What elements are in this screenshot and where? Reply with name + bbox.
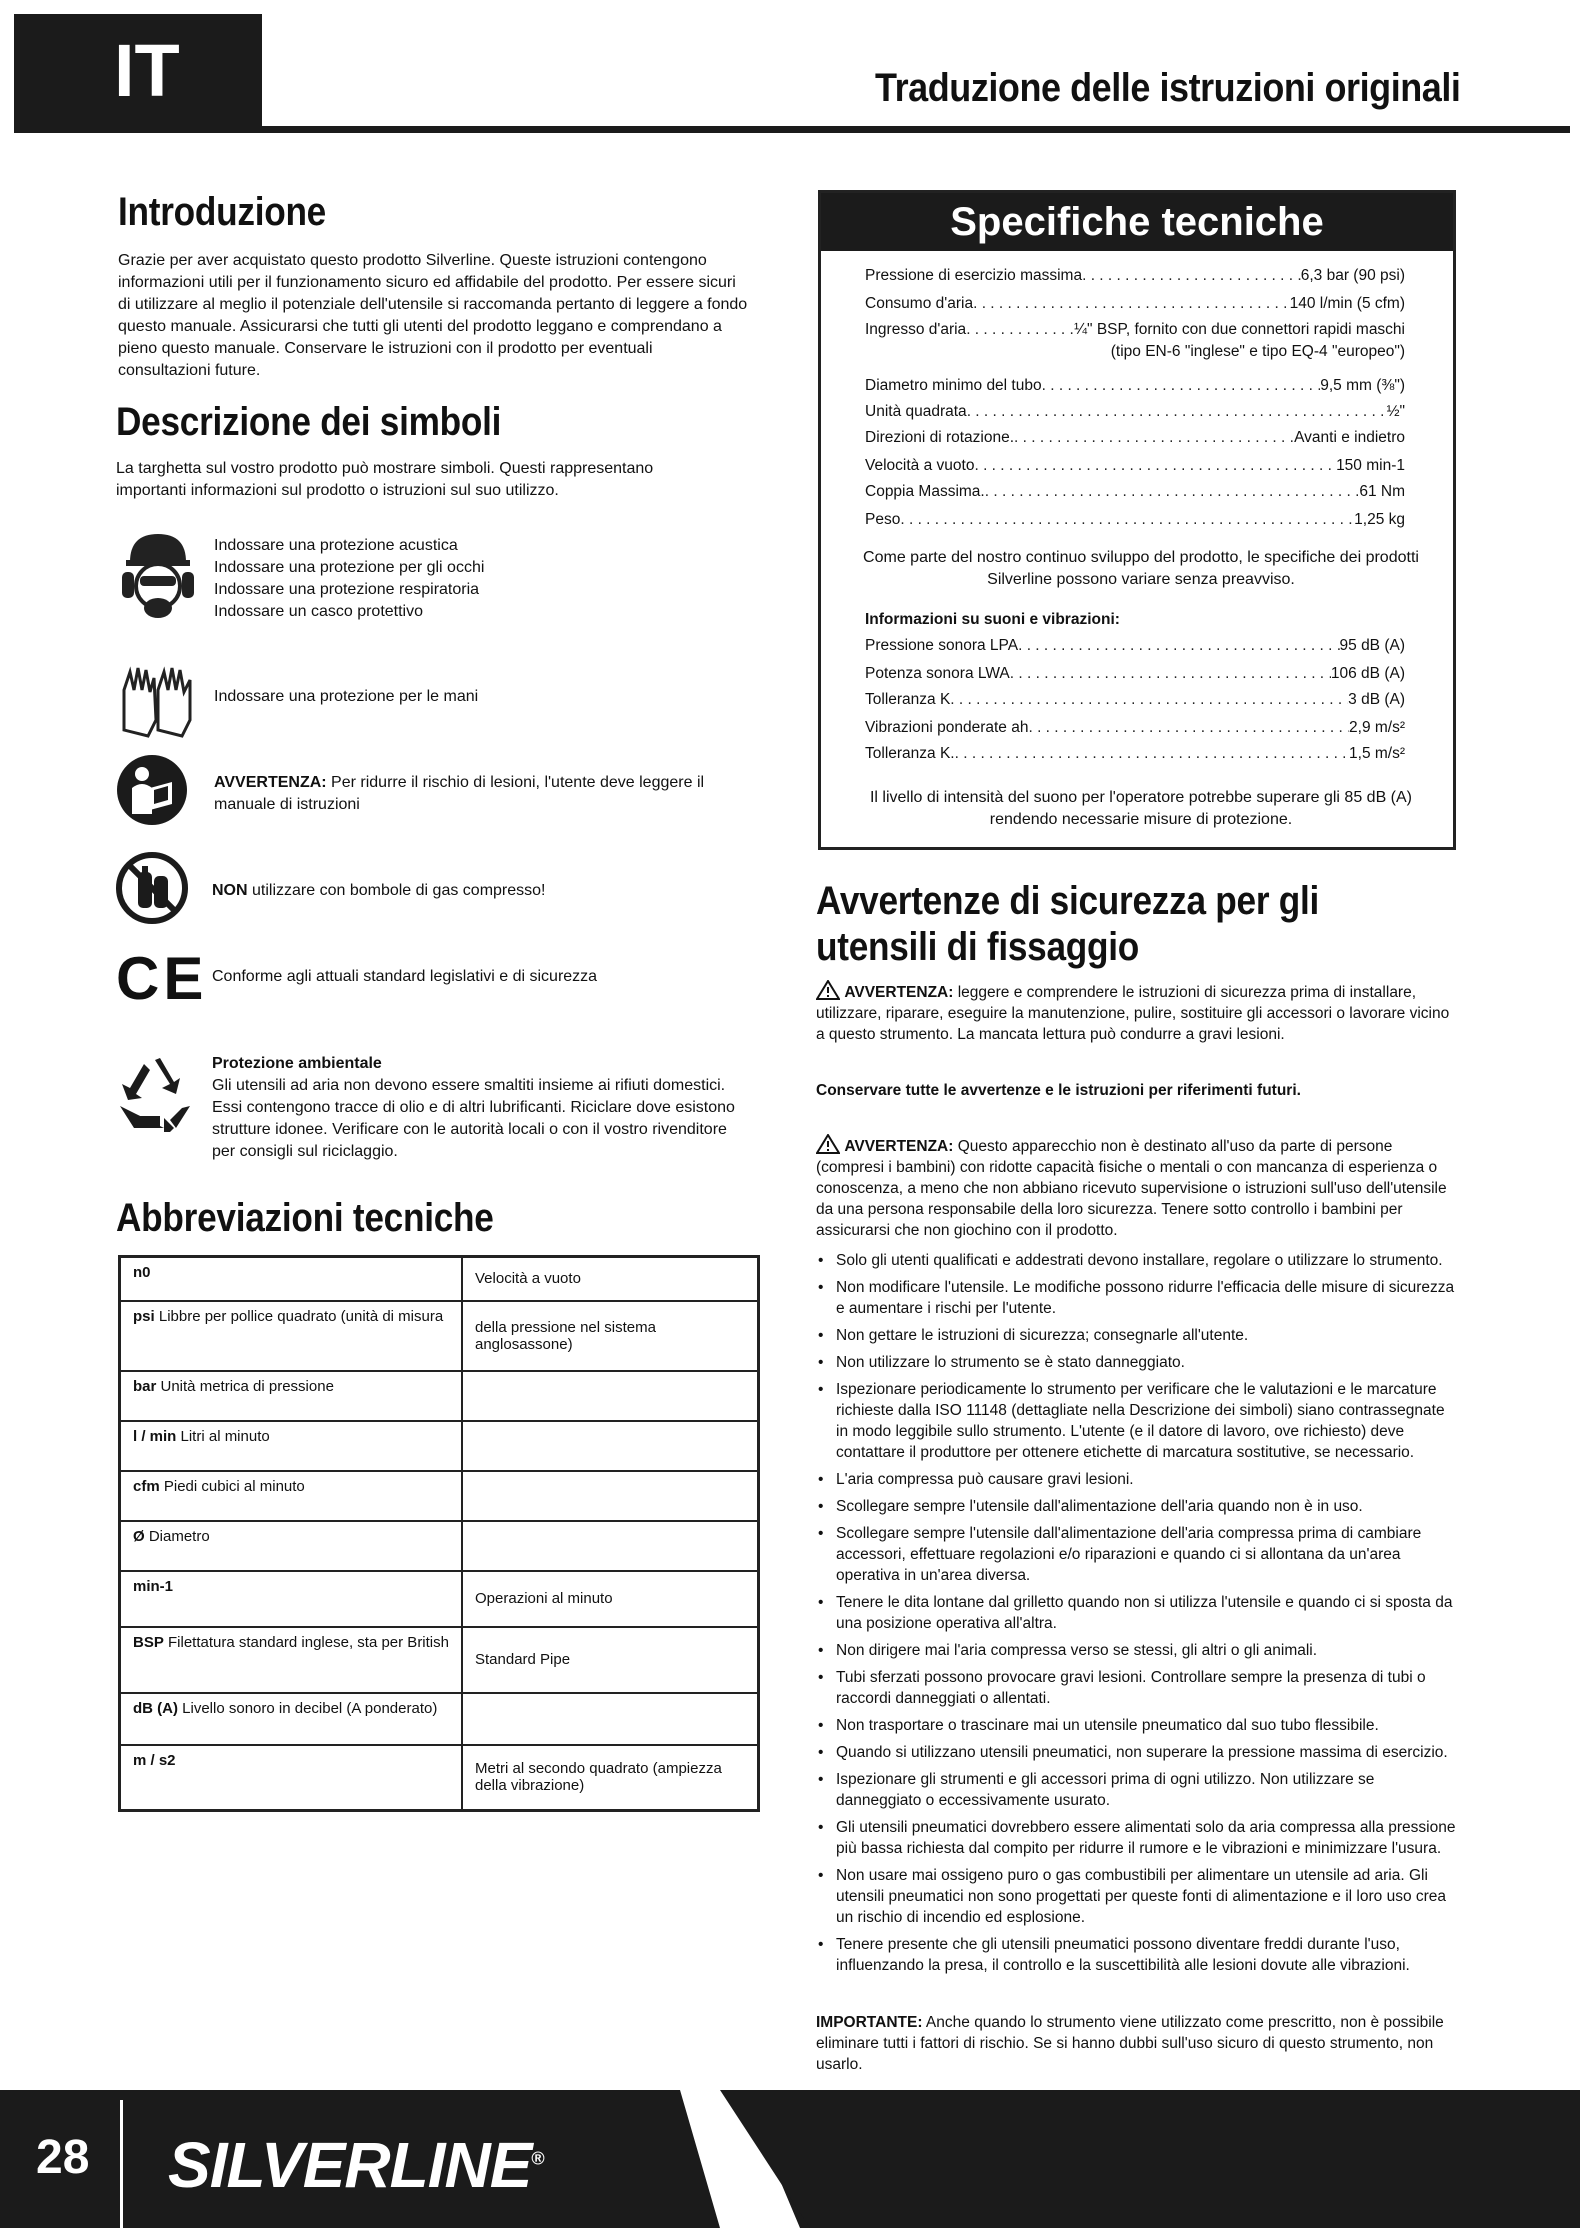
no-gas-body: utilizzare con bombole di gas compresso! bbox=[247, 882, 546, 899]
sound-label: Tolleranza K. bbox=[865, 745, 955, 762]
spec-value: 9,5 mm (⅜") bbox=[1320, 377, 1405, 394]
ppe-respiratory: Indossare una protezione respiratoria bbox=[214, 581, 480, 598]
abbr-key: Ø bbox=[133, 1527, 145, 1545]
warning-text: leggere e comprendere le istruzioni di sicurezza prima di installare, utilizzare, riparare, eseguire la manutenzione, pulire, sostituire gli accessori o lavorare vicino a questo strumento. La mancata lettura può condurre a gravi lesioni. bbox=[816, 984, 1450, 1043]
ppe-eyes: Indossare una protezione per gli occhi bbox=[214, 559, 485, 576]
spec-row bbox=[865, 429, 1405, 451]
brand-name: SILVERLINE bbox=[168, 2129, 532, 2201]
warning-label: AVVERTENZA: bbox=[844, 1138, 954, 1155]
ppe-hearing: Indossare una protezione acustica bbox=[214, 537, 458, 554]
spec-value: ¼" BSP, fornito con due connettori rapidi maschi bbox=[1074, 321, 1405, 338]
warning-triangle-icon bbox=[816, 1134, 840, 1154]
warning-label: AVVERTENZA: bbox=[844, 984, 954, 1001]
abbr-key: min-1 bbox=[133, 1577, 174, 1595]
list-item: • Non trasportare o trascinare mai un utensile pneumatico dal suo tubo flessibile. bbox=[816, 1715, 1456, 1736]
abbr-key: BSP bbox=[133, 1633, 164, 1651]
no-gas-text bbox=[212, 880, 545, 902]
spec-value: Avanti e indietro bbox=[1294, 429, 1405, 446]
spec-row bbox=[865, 295, 1405, 317]
manual-warning-label: AVVERTENZA: bbox=[214, 774, 327, 791]
sound-row bbox=[865, 719, 1405, 741]
symbols-intro: La targhetta sul vostro prodotto può mostrare simboli. Questi rappresentano importanti informazioni sul prodotto o istruzioni sul suo utilizzo. bbox=[116, 460, 654, 499]
sound-value: 2,9 m/s² bbox=[1349, 719, 1405, 736]
list-item: • Non utilizzare lo strumento se è stato danneggiato. bbox=[816, 1352, 1456, 1373]
safety-warning-2 bbox=[816, 1134, 1452, 1241]
abbr-value bbox=[462, 1693, 759, 1745]
abbr-value bbox=[462, 1521, 759, 1571]
sound-row bbox=[865, 665, 1405, 687]
specs-heading: Specifiche tecniche bbox=[821, 193, 1453, 251]
abbr-desc: Diametro bbox=[144, 1527, 210, 1545]
spec-label: Direzioni di rotazione. bbox=[865, 429, 1015, 446]
abbr-desc: Libbre per pollice quadrato (unità di misura bbox=[154, 1307, 444, 1325]
spec-row bbox=[865, 267, 1405, 289]
table-row bbox=[120, 1627, 759, 1693]
sound-value: 106 dB (A) bbox=[1330, 665, 1405, 682]
spec-inlet-sub: (tipo EN-6 "inglese" e tipo EQ-4 "europeo") bbox=[1110, 343, 1405, 360]
list-item: • Non dirigere mai l'aria compressa verso se stessi, gli altri o gli animali. bbox=[816, 1640, 1456, 1661]
page-title: Traduzione delle istruzioni originali bbox=[874, 66, 1460, 110]
abbr-value: Metri al secondo quadrato (ampiezza della vibrazione) bbox=[462, 1745, 759, 1811]
ce-text: Conforme agli attuali standard legislativi e di sicurezza bbox=[212, 968, 598, 985]
registered-mark: ® bbox=[531, 2148, 544, 2169]
abbr-heading: Abbreviazioni tecniche bbox=[116, 1196, 494, 1240]
list-item: • Scollegare sempre l'utensile dall'alimentazione dell'aria compressa prima di cambiare accessori, effettuare regolazioni e/o riparazioni e quando ci si allontana da un'area operativa in un'area diversa. bbox=[816, 1523, 1456, 1586]
keep-instructions: Conservare tutte le avvertenze e le istruzioni per riferimenti futuri. bbox=[816, 1082, 1301, 1099]
abbr-key: bar bbox=[133, 1377, 157, 1395]
table-row bbox=[120, 1693, 759, 1745]
recycle-icon bbox=[114, 1054, 196, 1132]
ppe-helmet: Indossare un casco protettivo bbox=[214, 603, 424, 620]
language-tab bbox=[14, 14, 262, 128]
sound-row bbox=[865, 745, 1405, 767]
sound-row bbox=[865, 637, 1405, 659]
spec-row bbox=[865, 457, 1405, 479]
spec-label: Pressione di esercizio massima bbox=[865, 267, 1083, 284]
env-block bbox=[212, 1053, 742, 1163]
read-manual-icon bbox=[116, 754, 188, 826]
intro-heading: Introduzione bbox=[118, 190, 327, 234]
spec-value: 140 l/min (5 cfm) bbox=[1289, 295, 1405, 312]
env-text: Gli utensili ad aria non devono essere smaltiti insieme ai rifiuti domestici. Essi contengono tracce di olio e di altri lubrificanti. Riciclare dove esistono strutture idonee. Verificare con le autorità locali o con il vostro rivenditore per consigli sul riciclaggio. bbox=[212, 1077, 735, 1160]
safety-heading: Avvertenze di sicurezza per gli utensili di fissaggio bbox=[816, 879, 1320, 969]
abbr-value: Standard Pipe bbox=[462, 1627, 759, 1693]
list-item: • Quando si utilizzano utensili pneumatici, non superare la pressione massima di esercizio. bbox=[816, 1742, 1456, 1763]
ppe-list bbox=[214, 535, 484, 623]
language-code: IT bbox=[114, 29, 180, 112]
sound-row bbox=[865, 691, 1405, 713]
list-item: • Solo gli utenti qualificati e addestrati devono installare, regolare o utilizzare lo strumento. bbox=[816, 1250, 1456, 1271]
spec-row bbox=[865, 403, 1405, 425]
list-item: • Tubi sferzati possono provocare gravi lesioni. Controllare sempre la presenza di tubi o raccordi danneggiati o allentati. bbox=[816, 1667, 1456, 1709]
header-rule bbox=[14, 126, 1570, 133]
abbr-key: psi bbox=[133, 1307, 155, 1325]
spec-label: Velocità a vuoto bbox=[865, 457, 975, 474]
table-row bbox=[120, 1421, 759, 1471]
abbr-desc: Piedi cubici al minuto bbox=[159, 1477, 305, 1495]
abbr-desc: Filettatura standard inglese, sta per British bbox=[163, 1633, 449, 1651]
sound-label: Tolleranza K bbox=[865, 691, 951, 708]
no-gas-cylinder-icon bbox=[116, 852, 188, 924]
abbr-key: l / min bbox=[133, 1427, 177, 1445]
spec-label: Unità quadrata bbox=[865, 403, 967, 420]
ce-mark-icon: CE bbox=[116, 945, 208, 1012]
abbr-key: dB (A) bbox=[133, 1699, 178, 1717]
list-item: • Gli utensili pneumatici dovrebbero essere alimentati solo da aria compressa alla pressione più bassa richiesta dal compito per ridurre il rumore e le vibrazioni e minimizzare l'usura. bbox=[816, 1817, 1456, 1859]
spec-row bbox=[865, 377, 1405, 399]
abbr-value: Velocità a vuoto bbox=[462, 1257, 759, 1301]
spec-value: ½" bbox=[1386, 403, 1405, 420]
abbr-desc: Litri al minuto bbox=[176, 1427, 270, 1445]
safety-list bbox=[816, 1250, 1456, 1982]
important-text: Anche quando lo strumento viene utilizzato come prescritto, non è possibile eliminare tutti i fattori di rischio. Se si hanno dubbi sull'uso sicuro di questo strumento, non usarlo. bbox=[816, 2014, 1444, 2073]
spec-label: Consumo d'aria bbox=[865, 295, 974, 312]
spec-note: Come parte del nostro continuo sviluppo del prodotto, le specifiche dei prodotti Silverline possono variare senza preavviso. bbox=[863, 549, 1419, 588]
table-row bbox=[120, 1371, 759, 1421]
table-row bbox=[120, 1471, 759, 1521]
spec-row bbox=[865, 511, 1405, 533]
list-item: • L'aria compressa può causare gravi lesioni. bbox=[816, 1469, 1456, 1490]
sound-label: Pressione sonora LPA bbox=[865, 637, 1019, 654]
table-row bbox=[120, 1521, 759, 1571]
list-item: • Ispezionare periodicamente lo strumento per verificare che le valutazioni e le marcature richieste dalla ISO 11148 (dettagliate nella Descrizione dei simboli) siano contrassegnate in modo leggibile sullo strumento. L'utente (e il datore di lavoro, ove richiesto) deve contattare il produttore per ottenere etichette di marcatura sostitutive, se necessario. bbox=[816, 1379, 1456, 1463]
spec-label: Ingresso d'aria bbox=[865, 321, 967, 338]
symbols-heading: Descrizione dei simboli bbox=[116, 400, 502, 444]
spec-label: Coppia Massima. bbox=[865, 483, 985, 500]
sound-title: Informazioni su suoni e vibrazioni: bbox=[865, 611, 1120, 628]
specs-box bbox=[818, 190, 1456, 850]
abbr-value bbox=[462, 1421, 759, 1471]
important-label: IMPORTANTE: bbox=[816, 2014, 923, 2031]
spec-value: 6,3 bar (90 psi) bbox=[1300, 267, 1405, 284]
abbr-value: Operazioni al minuto bbox=[462, 1571, 759, 1627]
list-item: • Non modificare l'utensile. Le modifiche possono ridurre l'efficacia delle misure di sicurezza e aumentare i rischi per l'utente. bbox=[816, 1277, 1456, 1319]
sound-value: 3 dB (A) bbox=[1348, 691, 1405, 708]
spec-value: 1,25 kg bbox=[1354, 511, 1405, 528]
spec-value: 150 min-1 bbox=[1336, 457, 1405, 474]
abbr-desc: Livello sonoro in decibel (A ponderato) bbox=[178, 1699, 438, 1717]
warning-text: Questo apparecchio non è destinato all'uso da parte di persone (compresi i bambini) con ridotte capacità fisiche o mentali o con mancanza di esperienza o conoscenza, a meno che non abbiano ricevuto supervisione o istruzioni sull'uso dell'utensile da una persona responsabile della loro sicurezza. Tenere sotto controllo i bambini per assicurarsi che non giochino con il prodotto. bbox=[816, 1138, 1447, 1239]
sound-note: Il livello di intensità del suono per l'operatore potrebbe superare gli 85 dB (A) rendendo necessarie misure di protezione. bbox=[869, 789, 1413, 828]
spec-value: 61 Nm bbox=[1359, 483, 1405, 500]
table-row bbox=[120, 1301, 759, 1371]
abbr-value bbox=[462, 1471, 759, 1521]
ppe-head-icon bbox=[116, 528, 200, 624]
spec-label: Peso bbox=[865, 511, 901, 528]
manual-warning bbox=[214, 772, 734, 816]
abbr-desc: Unità metrica di pressione bbox=[156, 1377, 334, 1395]
spec-row bbox=[865, 321, 1405, 343]
abbr-key: cfm bbox=[133, 1477, 160, 1495]
abbr-key: n0 bbox=[133, 1264, 151, 1281]
table-row bbox=[120, 1745, 759, 1811]
sound-value: 1,5 m/s² bbox=[1349, 745, 1405, 762]
spec-row bbox=[865, 483, 1405, 505]
list-item: • Ispezionare gli strumenti e gli accessori prima di ogni utilizzo. Non utilizzare se danneggiato o eccessivamente usurato. bbox=[816, 1769, 1456, 1811]
silverline-logo bbox=[168, 2128, 544, 2202]
list-item: • Non gettare le istruzioni di sicurezza; consegnarle all'utente. bbox=[816, 1325, 1456, 1346]
warning-triangle-icon bbox=[816, 980, 840, 1000]
list-item: • Tenere le dita lontane dal grilletto quando non si utilizza l'utensile e quando ci si sposta da una posizione operativa all'altra. bbox=[816, 1592, 1456, 1634]
table-row bbox=[120, 1257, 759, 1301]
gloves-icon bbox=[114, 660, 198, 740]
table-row bbox=[120, 1571, 759, 1627]
sound-label: Potenza sonora LWA bbox=[865, 665, 1010, 682]
intro-body: Grazie per aver acquistato questo prodotto Silverline. Queste istruzioni contengono informazioni utili per il funzionamento sicuro ed affidabile del prodotto. Per essere sicuri di utilizzare al meglio il potenziale dell'utensile si raccomanda pertanto di leggere a fondo questo manuale. Assicurarsi che tutti gli utenti del prodotto leggano e comprendano a pieno questo manuale. Conservare le istruzioni con il prodotto per eventuali consultazioni future. bbox=[118, 252, 748, 379]
list-item: • Tenere presente che gli utensili pneumatici possono diventare freddi durante l'uso, influenzando la presa, il controllo e la suscettibilità alle lesioni dovute alle vibrazioni. bbox=[816, 1934, 1456, 1976]
list-item: • Non usare mai ossigeno puro o gas combustibili per alimentare un utensile ad aria. Gli utensili pneumatici non sono progettati per queste fonti di alimentazione e il loro uso crea un rischio di incendio ed esplosione. bbox=[816, 1865, 1456, 1928]
spec-label: Diametro minimo del tubo bbox=[865, 377, 1042, 394]
important-note bbox=[816, 2012, 1456, 2075]
page-number: 28 bbox=[36, 2131, 90, 2184]
footer-stripe-dark bbox=[720, 2090, 1580, 2228]
sound-value: 95 dB (A) bbox=[1339, 637, 1405, 654]
no-gas-label: NON bbox=[212, 882, 248, 899]
sound-label: Vibrazioni ponderate ah bbox=[865, 719, 1029, 736]
list-item: • Scollegare sempre l'utensile dall'alimentazione dell'aria quando non è in uso. bbox=[816, 1496, 1456, 1517]
abbr-value: della pressione nel sistema anglosassone) bbox=[462, 1301, 759, 1371]
gloves-text: Indossare una protezione per le mani bbox=[214, 688, 479, 705]
safety-warning-1 bbox=[816, 980, 1452, 1045]
abbr-key: m / s2 bbox=[133, 1751, 176, 1769]
env-title: Protezione ambientale bbox=[212, 1055, 382, 1072]
abbr-value bbox=[462, 1371, 759, 1421]
manual-warning-text: Per ridurre il rischio di lesioni, l'utente deve leggere il manuale di istruzioni bbox=[214, 774, 705, 813]
abbr-table bbox=[118, 1255, 760, 1812]
footer-divider bbox=[120, 2100, 123, 2228]
